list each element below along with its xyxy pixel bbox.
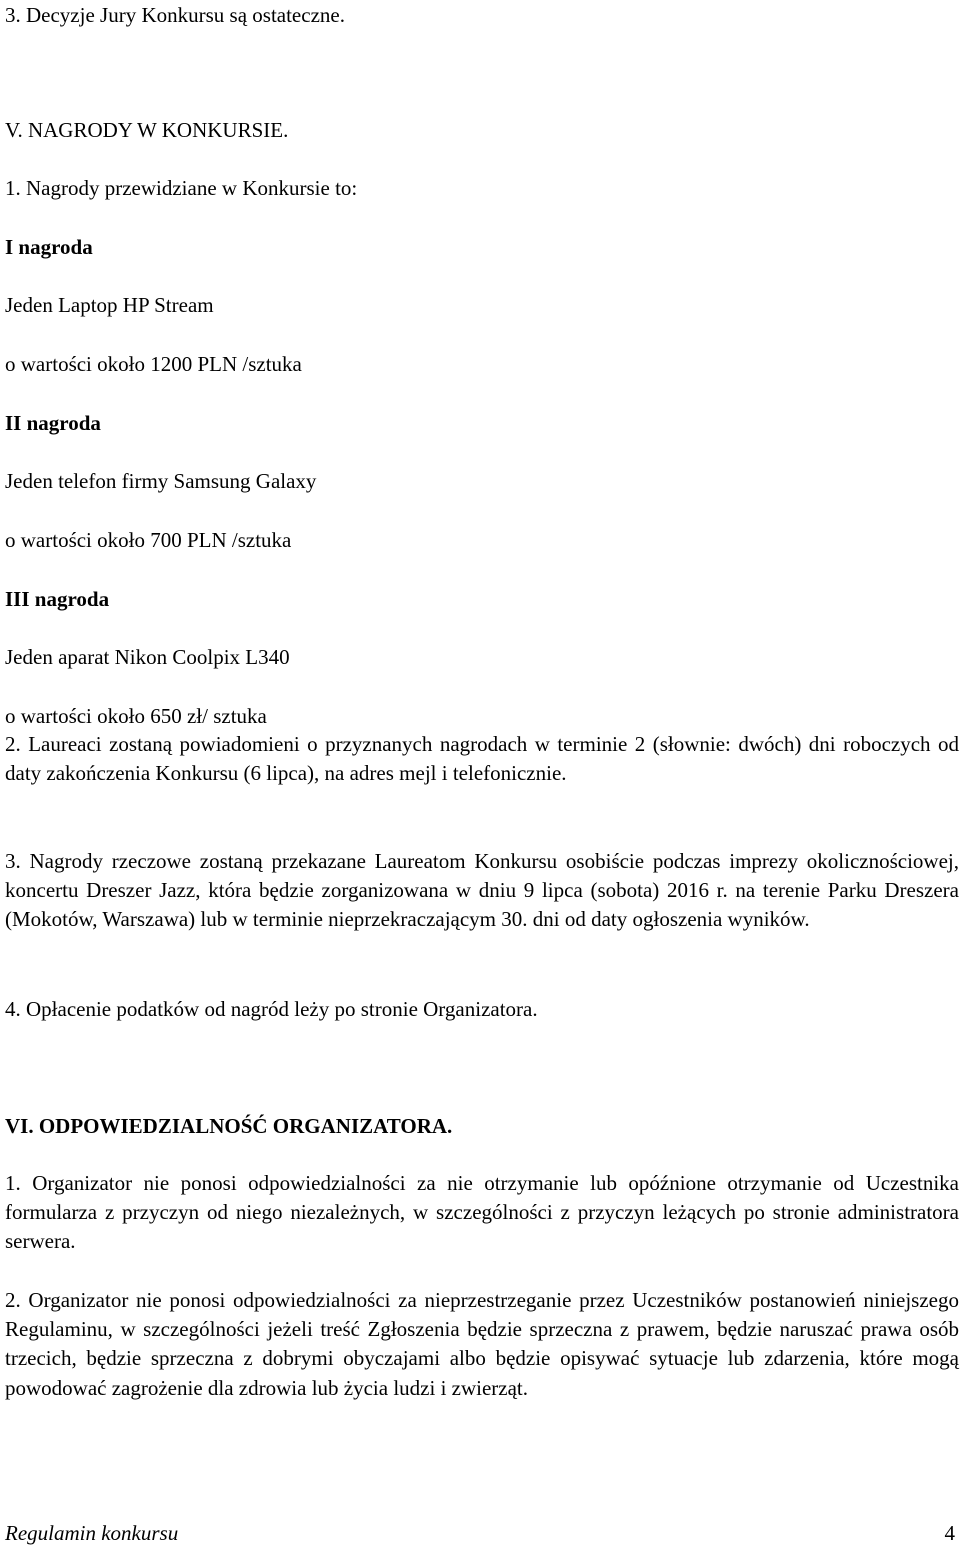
section-6-heading: VI. ODPOWIEDZIALNOŚĆ ORGANIZATORA. bbox=[5, 1114, 453, 1138]
footer-title: Regulamin konkursu bbox=[5, 1521, 179, 1545]
prize-3-item: Jeden aparat Nikon Coolpix L340 bbox=[5, 645, 290, 669]
prize-3-value: o wartości około 650 zł/ sztuka bbox=[5, 704, 267, 728]
prize-3-title: III nagroda bbox=[5, 587, 110, 611]
notification-paragraph: 2. Laureaci zostaną powiadomieni o przyznanych nagrodach w terminie 2 (słownie: dwóch) dni roboczych od daty zakończenia Konkursu (6 lipca), na adres mejl i telefonicznie. bbox=[5, 732, 959, 786]
tax-line: 4. Opłacenie podatków od nagród leży po stronie Organizatora. bbox=[5, 997, 538, 1021]
prize-2-title: II nagroda bbox=[5, 411, 101, 435]
page-number: 4 bbox=[944, 1521, 955, 1545]
prizes-intro-line: 1. Nagrody przewidziane w Konkursie to: bbox=[5, 176, 358, 200]
prize-1-value: o wartości około 1200 PLN /sztuka bbox=[5, 352, 302, 376]
prize-2-value: o wartości około 700 PLN /sztuka bbox=[5, 528, 292, 552]
prize-1-title: I nagroda bbox=[5, 235, 93, 259]
handover-paragraph: 3. Nagrody rzeczowe zostaną przekazane Laureatom Konkursu osobiście podczas imprezy okolicznościowej, koncertu Dreszer Jazz, która będzie zorganizowana w dniu 9 lipca (sobota) 2016 r. na terenie Parku Dreszera (Mokotów, Warszawa) lub w terminie nieprzekraczającym 30. dni od daty ogłoszenia wyników. bbox=[5, 849, 959, 932]
decision-final-line: 3. Decyzje Jury Konkursu są ostateczne. bbox=[5, 3, 345, 27]
prize-1-item: Jeden Laptop HP Stream bbox=[5, 293, 214, 317]
prize-2-item: Jeden telefon firmy Samsung Galaxy bbox=[5, 469, 317, 493]
liability-paragraph-2: 2. Organizator nie ponosi odpowiedzialności za nieprzestrzeganie przez Uczestników postanowień niniejszego Regulaminu, w szczególności jeżeli treść Zgłoszenia będzie sprzeczna z prawem, będzie naruszać prawa osób trzecich, będzie sprzeczna z dobrymi obyczajami albo będzie opisywać sytuacje lub zdarzenia, które mogą powodować zagrożenie dla zdrowia lub życia ludzi i zwierząt. bbox=[5, 1288, 959, 1400]
section-5-heading: V. NAGRODY W KONKURSIE. bbox=[5, 118, 289, 142]
liability-paragraph-1: 1. Organizator nie ponosi odpowiedzialności za nie otrzymanie lub opóźnione otrzymanie od Uczestnika formularza z przyczyn od niego niezależnych, w szczególności z przyczyn leżących po stronie administratora serwera. bbox=[5, 1171, 959, 1254]
